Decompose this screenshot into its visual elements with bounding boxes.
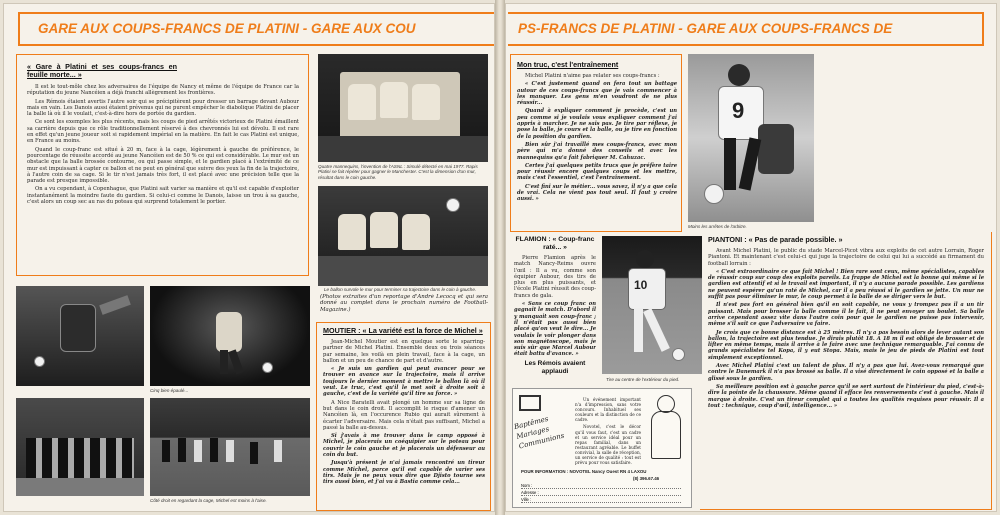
truc-paragraph: Michel Platini n'aime pas relater ses coups-francs :: [525, 73, 660, 79]
moutier-paragraph: Jusqu'à présent je n'ai jamais rencontré un tireur comme Michel, parce qu'il est capable de varier ses tirs. Mais je ne peux vous dire que Djisto tourne ses tirs aussi bien, et j'ai vu à Bastia comme cela...: [323, 460, 485, 486]
intro-paragraph: Les Rémois étaient avertis l'autre soir qui se précipitèrent pour dresser un barrage devant Aubour mais en vain. Les Danois aussi étaient prévenus qui ne purent empêcher le diabolique Platini de placer la balle là où il le voulait, c'est-à-dire hors de portée du gardien.: [27, 98, 299, 118]
ad-copy: [575, 397, 641, 465]
piantoni-heading: PIANTONI : « Pas de parade possible. »: [708, 236, 843, 244]
photo-caption: Moins les arrêtes de l'arbitre.: [688, 224, 747, 229]
piantoni-article: [708, 236, 984, 506]
piantoni-paragraph: Je crois que ce bonne distance est à 25 mètres. Il n'y a pas besoin alors de lever autant son ballon, la trajectoire est plus tendue. Je dirais plutôt 18. A 18 m il est obligé de brosser et de lifter en même temps, mais il arrive à le faire avec une technique remarquable. J'ai connu de grands spécialistes tel Kopa, il y eut Stopa. Mais, mais le jeu de pieds de Platini est tout simplement exceptionnel.: [708, 329, 984, 361]
right-banner: PS-FRANCS DE PLATINI - GARE AUX COUPS-FRANCS DE: [508, 12, 984, 46]
photo-players-wall: [16, 398, 144, 496]
flamion-subheading: Les Rémois avaient applaudi: [524, 359, 586, 375]
photo-caption: Quatre mannequins, l'invention de l'ASNL : Simulé détecté en mai 1977. Rapis Platini se fait répéter pour gagner le Manchester. C'est la dimension d'un mur, résultat dans le coin gauche.: [318, 164, 478, 180]
piantoni-article-box: [700, 232, 992, 510]
ad-script-text: Baptêmes Mariages Communions: [513, 414, 566, 451]
photo-stadium-freekick: [150, 398, 310, 496]
ad-info-label: POUR INFORMATION : NOVOTEL Nancy Ouest RN 4 LAXOU: [521, 469, 647, 474]
ad-logo: [519, 395, 541, 411]
left-page: [3, 3, 495, 512]
moutier-paragraph: Jean-Michel Moutier est en quelque sorte le sparring-partner de Michel Platini. Ensemble deux ou trois séances par semaine, les voilà en plein travail, face à la cage, un ballon et un peu de chance de part et d'autre.: [323, 339, 485, 364]
flamion-paragraph: « Sans ce coup franc on gagnait le match. D'abord il y manquait son coup-franc ; il n'était pas aussi bien placé qu'on veut le dire... Je voulais le voir plonger dans son magnétoscope, mais je suis sûr que Marcel Aubour était battu d'avance. »: [514, 301, 596, 358]
left-banner: GARE AUX COUPS-FRANCS DE PLATINI - GARE AUX COU: [18, 12, 494, 46]
truc-article: [517, 61, 677, 231]
piantoni-paragraph: Avec Michel Platini c'est un talent de plus. Il n'y a pas que lui. Avez-vous remarqué que contre le Danemark il n'a pas brossé sa balle. Il a visé directement le coin opposé et la balle a glissé sous le gardien.: [708, 363, 984, 382]
photo-caption: Tire au centre de l'extérieur du pied.: [606, 377, 680, 382]
moutier-article: [323, 327, 485, 511]
intro-paragraph: Quand le coup-franc est situé à 20 m, face à la cage, légèrement à gauche de préférence, le pourcentage de réussite accordé au jeune Nancéien est de 50 % ce qui est considérable. Le mur est un obstacle que la balle brossée contourne, ou qui passe simple, et le gardien placé à l'extrémité de ce mur est impuissant à capter ce ballon et ne peut en général que suivre des yeux la fin de la trajectoire, à l'autre coin de sa cage. Si le tir n'est jamais très fort, il est placé avec une précision telle que la parade est presque impossible.: [27, 146, 299, 185]
flamion-paragraph: Pierre Flamion après le match Nancy-Reims ouvre l'œil : Il a vu, comme son équipier Aubour, des tirs de plus en plus puissants, et l'école Platini réussit des coup-francs de gala.: [514, 255, 596, 299]
novotel-advertisement: [512, 388, 692, 508]
truc-paragraph: C'est fini sur le métier... vous savez, il n'y a que cela de vrai. Cela ne vient pas tout seul. Il faut y croire aussi. »: [517, 183, 677, 203]
photo-player-balance: [150, 286, 310, 386]
ad-form-address: Adresse :: [521, 490, 681, 496]
truc-paragraph: Certes j'ai quelques petits trucs que je préfère taire pour réussir encore quelques coups et les mettre, mais c'est l'essentiel, c'est l'entraînement.: [517, 162, 677, 182]
intro-paragraph: Ce sont les exemples les plus récents, mais les coups de pied arrêtés victorieux de Platini émaillent sa carrière depuis que ce rôle traditionnellement réservé à des chevronnés lui est dévolu. Il est rare en effet qu'un jeune joueur soit si rapidement impérial en la matière. En fait le cas Platini est unique, en France au moins.: [27, 119, 299, 145]
page-gutter: [495, 0, 505, 515]
ad-form-town: Ville :: [521, 497, 681, 503]
photo-caption: Cinq bien épaulé...: [150, 388, 189, 393]
truc-paragraph: Quand à expliquer comment je procède, c'est un peu comme si je voulais vous expliquer comment j'ai appris à marcher. Je ne sais pas. Je tire par réflexe, je pose la balle, je cours et la balle, ou je tire en fonction de la position du gardien.: [517, 108, 677, 140]
intro-article: [27, 63, 299, 273]
moutier-paragraph: Si j'avais à me trouver dans le camp opposé à Michel, je placerais un coéquipier sur le poteau pour couvrir le coin gauche et je placerais un défenseur au coin du but.: [323, 433, 485, 459]
photo-caption: Côté droit en regardant la cage, Michel est moins à l'aise.: [150, 498, 267, 503]
photo-kicker: 10: [602, 236, 702, 374]
intro-paragraph: Il est le tout-môle chez les adversaires de l'équipe de Nancy et même de l'équipe de France car la réputation du jeune Nancéien a déjà franchi allègrement les frontières.: [27, 84, 299, 97]
intro-paragraph: On a vu cependant, à Copenhague, que Platini sait varier sa manière et qu'il est capable d'exploiter instantanément la moindre faute du gardien. Si celui-ci comme le Danois, laisse un trou à sa gauche, c'est alors un coup sec au ras du poteau qui surprend totalement le portier.: [27, 186, 299, 206]
piantoni-paragraph: Sa meilleure position est à gauche parce qu'il se sert surtout de l'intérieur du pied, c'est-à-dire la pointe de la chaussure. Même quand il efface les renversements c'est à gauche. Mais il marque à droite. C'est un tireur complet qui a toutes les qualités requises pour réussir. Il a tout : technique, coup d'œil, intelligence... »: [708, 383, 984, 409]
photo-caption: Le ballon survole le mur pour terminer sa trajectoire dans le coin à gauche.: [324, 287, 477, 292]
intro-article-box: [16, 54, 309, 276]
truc-article-box: [510, 54, 682, 232]
truc-paragraph: Bien sûr j'ai travaillé mes coups-francs, avec mon père qui m'a donné des conseils et avec les mannequins qu'a fait fabriquer M. Cahuzac.: [517, 141, 677, 161]
intro-heading: « Gare à Platini et ses coups-francs en feuille morte... »: [27, 63, 177, 79]
ad-illustration: [645, 395, 685, 465]
ad-phone: (8) 396.67.46: [633, 476, 660, 481]
ad-form-name: Nom :: [521, 483, 681, 489]
moutier-paragraph: « Je suis un gardien qui peut avancer pour se trouver en avance sur la trajectoire, mais il arrive toujours le dernier moment à mettre le ballon là où il veut. Le truc, c'est qu'il le met soit à droite soit à gauche, c'est de la variété qu'il tire sa force. »: [323, 366, 485, 398]
photo-ball-over-wall: [318, 186, 488, 286]
piantoni-paragraph: « C'est extraordinaire ce que fait Michel ! Bien rare sont ceux, même spécialistes, capables de réussir coup sur coup des exploits pareils. La frappe de Michel est la bonne qui même si le gardien est attentif et si le travail est important, il n'y a aucune parade possible. Les gardiens ne peuvent espérer qu'un raté de Michel, car il a peu réussi si le gardien se jette. Un mur ne suffit pas pour éliminer le mur, le coup permet à la balle de se diriger vers le but.: [708, 268, 984, 301]
moutier-article-box: [316, 322, 491, 511]
photo-credits-text: (Photos extraites d'un reportage d'André Lecocq et qui sera donné au complet dans le prochain numéro de Football-Magazine.): [320, 294, 488, 313]
flamion-heading: FLAMION : « Coup-franc raté... »: [515, 236, 595, 251]
ad-paragraph: Novotel, c'est le décor qu'il vous faut, c'est un cadre et un service idéal pour un repas familial, dans un restaurant agréable. Le buffet convivial, la salle de réception, un service de qualité : tout est prévu pour vous satisfaire.: [575, 424, 641, 465]
piantoni-paragraph: Avant Michel Platini, le public du stade Marcel-Picot vibra aux exploits de cet autre Lorrain, Roger Piantoni. Et maintenant c'est celui-ci qui juge la trajectoire de celui qui lui a succédé au firmament du football lorrain :: [708, 248, 984, 267]
truc-paragraph: « C'est justement quand on fera tout un battage autour de ces coups-francs que je vais commencer à les manquer. Les gens m'en voudront de ne plus réussir...: [517, 81, 677, 107]
flamion-article: [514, 236, 596, 376]
right-page: [505, 3, 997, 512]
photo-player-nine: 9: [688, 54, 814, 222]
piantoni-paragraph: Il n'est pas fort en général bien qu'il en soit capable, ne vous y trompez pas il a un tir puissant. Mais pour brosser la balle comme il le fait, il ne peut envoyer un boulet. Sa balle arrive cependant assez vite dans l'autre coin pour que le gardien ne puisse pas intervenir, même s'il sait ce que l'adversaire va faire.: [708, 302, 984, 328]
ad-paragraph: Un événement important n'a d'impression, sans votre concours. Inhabituel ses couleurs et la distinction de ce cadre.: [575, 397, 641, 423]
photo-mannequin-wall: [318, 54, 488, 162]
photo-credits: [320, 294, 488, 320]
moutier-paragraph: A Nice Baratelli avait plongé un homme sur sa ligne de but dans le coin droit. Il accomplit le risque d'amener un Nancéien là, en l'occurence Rubio qui aurait sûrement à écarter l'adversaire. Mais cela n'était pas suffisant, Michel a passé la balle au-dessus.: [323, 399, 485, 431]
moutier-heading: MOUTIER : « La variété est la force de Michel »: [323, 327, 483, 335]
truc-heading: Mon truc, c'est l'entraînement: [517, 61, 619, 69]
photo-goalkeeper-action: [16, 286, 144, 386]
